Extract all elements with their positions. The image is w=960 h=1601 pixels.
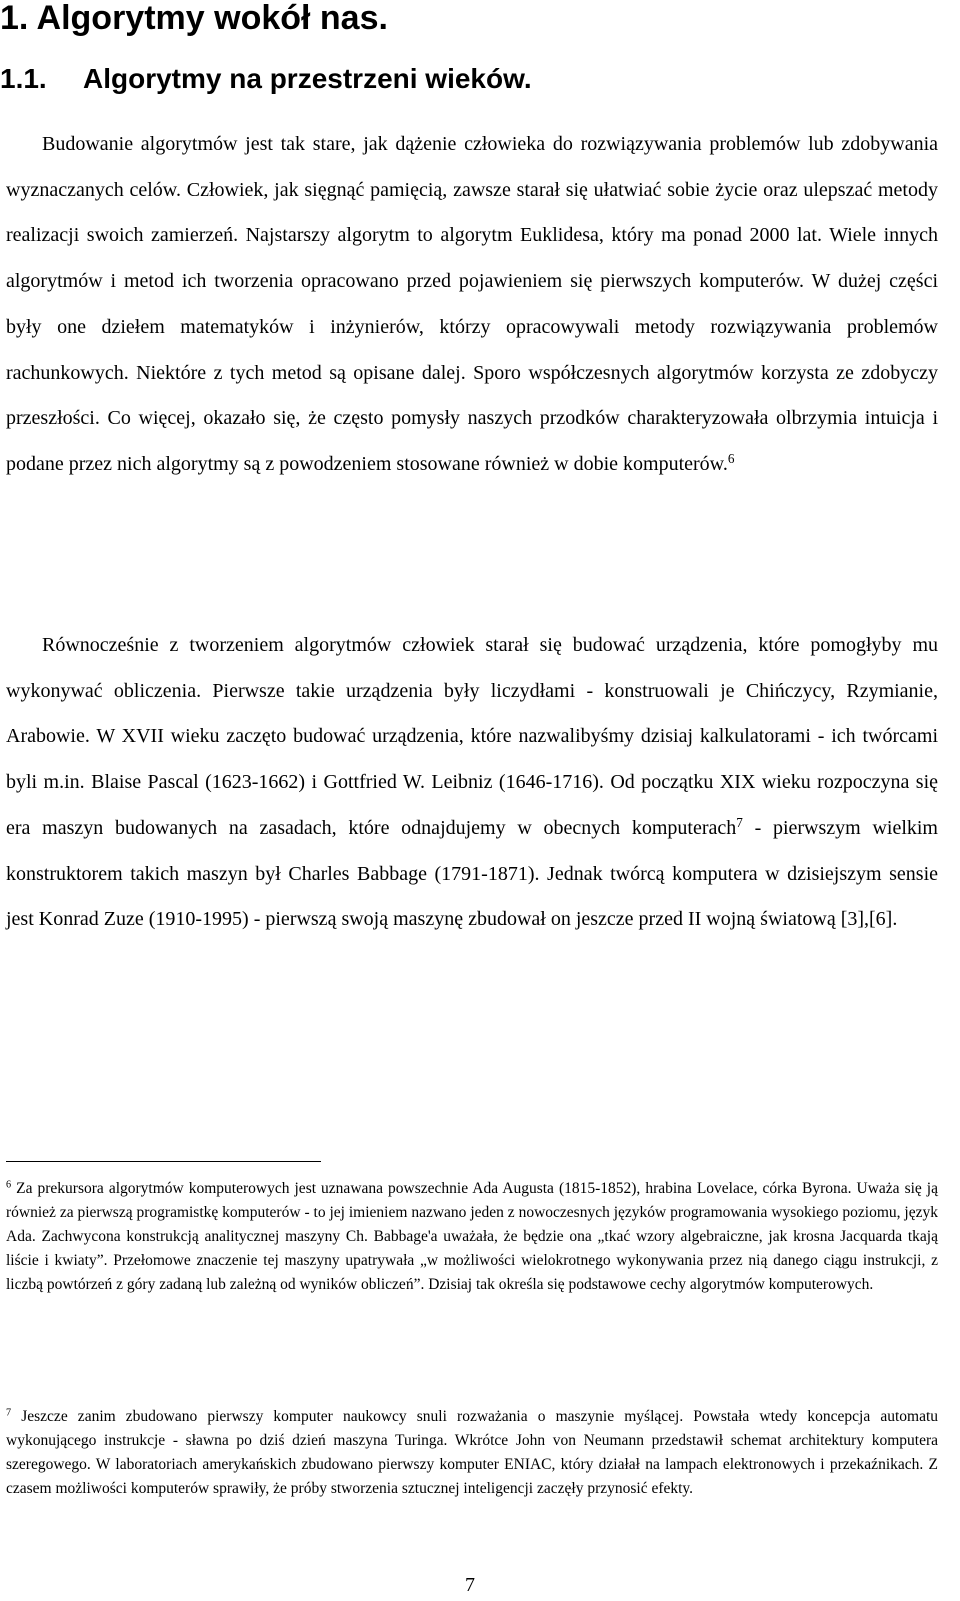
footnote-7 [6,1405,938,1501]
section-heading [0,61,532,97]
section-title: Algorytmy na przestrzeni wieków. [83,63,532,94]
footnote-ref-6: 6 [727,450,735,466]
paragraph-2-body-end: - pierwszym wielkim konstruktorem takich maszyn był Charles Babbage (1791-1871). Jednak twórcą komputera w dzisiejszym sensie jest Konrad Zuze (1910-1995) - pierwszą swoją maszynę zbudował on jeszcze przed II wojną światową [3],[6]. [6,816,938,931]
footnote-6 [6,1177,938,1297]
footnote-6-text: Za prekursora algorytmów komputerowych jest uznawana powszechnie Ada Augusta (1815-1852), hrabina Lovelace, córka Byrona. Uważa się ją również za pierwszą programistkę komputerów - to jej imieniem nazwano jeden z nowoczesnych języków programowania wysokiego poziomu, język Ada. Zachwycona konstrukcją analitycznej maszyny Ch. Babbage'a uważała, że będzie ona „tkać wzory algebraiczne, jak krosna Jacquarda tkają liście i kwiaty”. Przełomowe znaczenie tej maszyny upatrywała „w możliwości wielokrotnego wykonywania przez nią danego ciągu instrukcji, z liczbą powtórzeń z góry zadaną lub zależną od wyników obliczeń”. Dzisiaj tak określa się podstawowe cechy algorytmów komputerowych. [6,1180,938,1294]
paragraph-2-text [6,623,938,943]
footnote-7-marker: 7 [6,1407,12,1419]
footnote-7-text: Jeszcze zanim zbudowano pierwszy komputer naukowcy snuli rozważania o maszynie myślącej. Powstała wtedy koncepcja automatu wykonującego instrukcje - sławna po dziś dzień maszyna Turinga. Wkrótce John von Neumann przedstawił schemat architektury komputera szeregowego. W laboratoriach amerykańskich zbudowano pierwszy komputer ENIAC, który działał na lampach elektronowych i przekaźnikach. Z czasem możliwości komputerów sprawiły, że próby stworzenia sztucznej inteligencji zaczęły przynosić efekty. [6,1408,939,1498]
paragraph-2 [6,623,938,943]
paragraph-2-body-start: Równocześnie z tworzeniem algorytmów człowiek starał się budować urządzenia, które pomogłyby mu wykonywać obliczenia. Pierwsze takie urządzenia były liczydłami - konstruowali je Chińczycy, Rzymianie, Arabowie. W XVII wieku zaczęto budować urządzenia, które nazwalibyśmy dzisiaj kalkulatorami - ich twórcami byli m.in. Blaise Pascal (1623-1662) i Gottfried W. Leibniz (1646-1716). Od początku XIX wieku rozpoczyna się era maszyn budowanych na zasadach, które odnajdujemy w obecnych komputerach [6,634,938,839]
footnote-separator [6,1161,321,1162]
footnote-ref-7: 7 [736,814,743,830]
footnote-6-marker: 6 [6,1179,12,1191]
paragraph-1 [6,122,938,488]
paragraph-1-text [6,122,938,488]
chapter-heading: 1. Algorytmy wokół nas. [0,0,388,37]
page-number: 7 [465,1574,475,1596]
section-number: 1.1. [0,63,47,94]
paragraph-1-body: Budowanie algorytmów jest tak stare, jak dążenie człowieka do rozwiązywania problemów lub zdobywania wyznaczanych celów. Człowiek, jak sięgnąć pamięcią, zawsze starał się ułatwiać sobie życie oraz ulepszać metody realizacji swoich zamierzeń. Najstarszy algorytm to algorytm Euklidesa, który ma ponad 2000 lat. Wiele innych algorytmów i metod ich tworzenia opracowano przed pojawieniem się pierwszych komputerów. W dużej części były one dziełem matematyków i inżynierów, którzy opracowywali metody rozwiązywania problemów rachunkowych. Niektóre z tych metod są opisane dalej. Sporo współczesnych algorytmów korzysta ze zdobyczy przeszłości. Co więcej, okazało się, że często pomysły naszych przodków charakteryzowała olbrzymia intuicja i podane przez nich algorytmy są z powodzeniem stosowane również w dobie komputerów. [6,133,938,475]
